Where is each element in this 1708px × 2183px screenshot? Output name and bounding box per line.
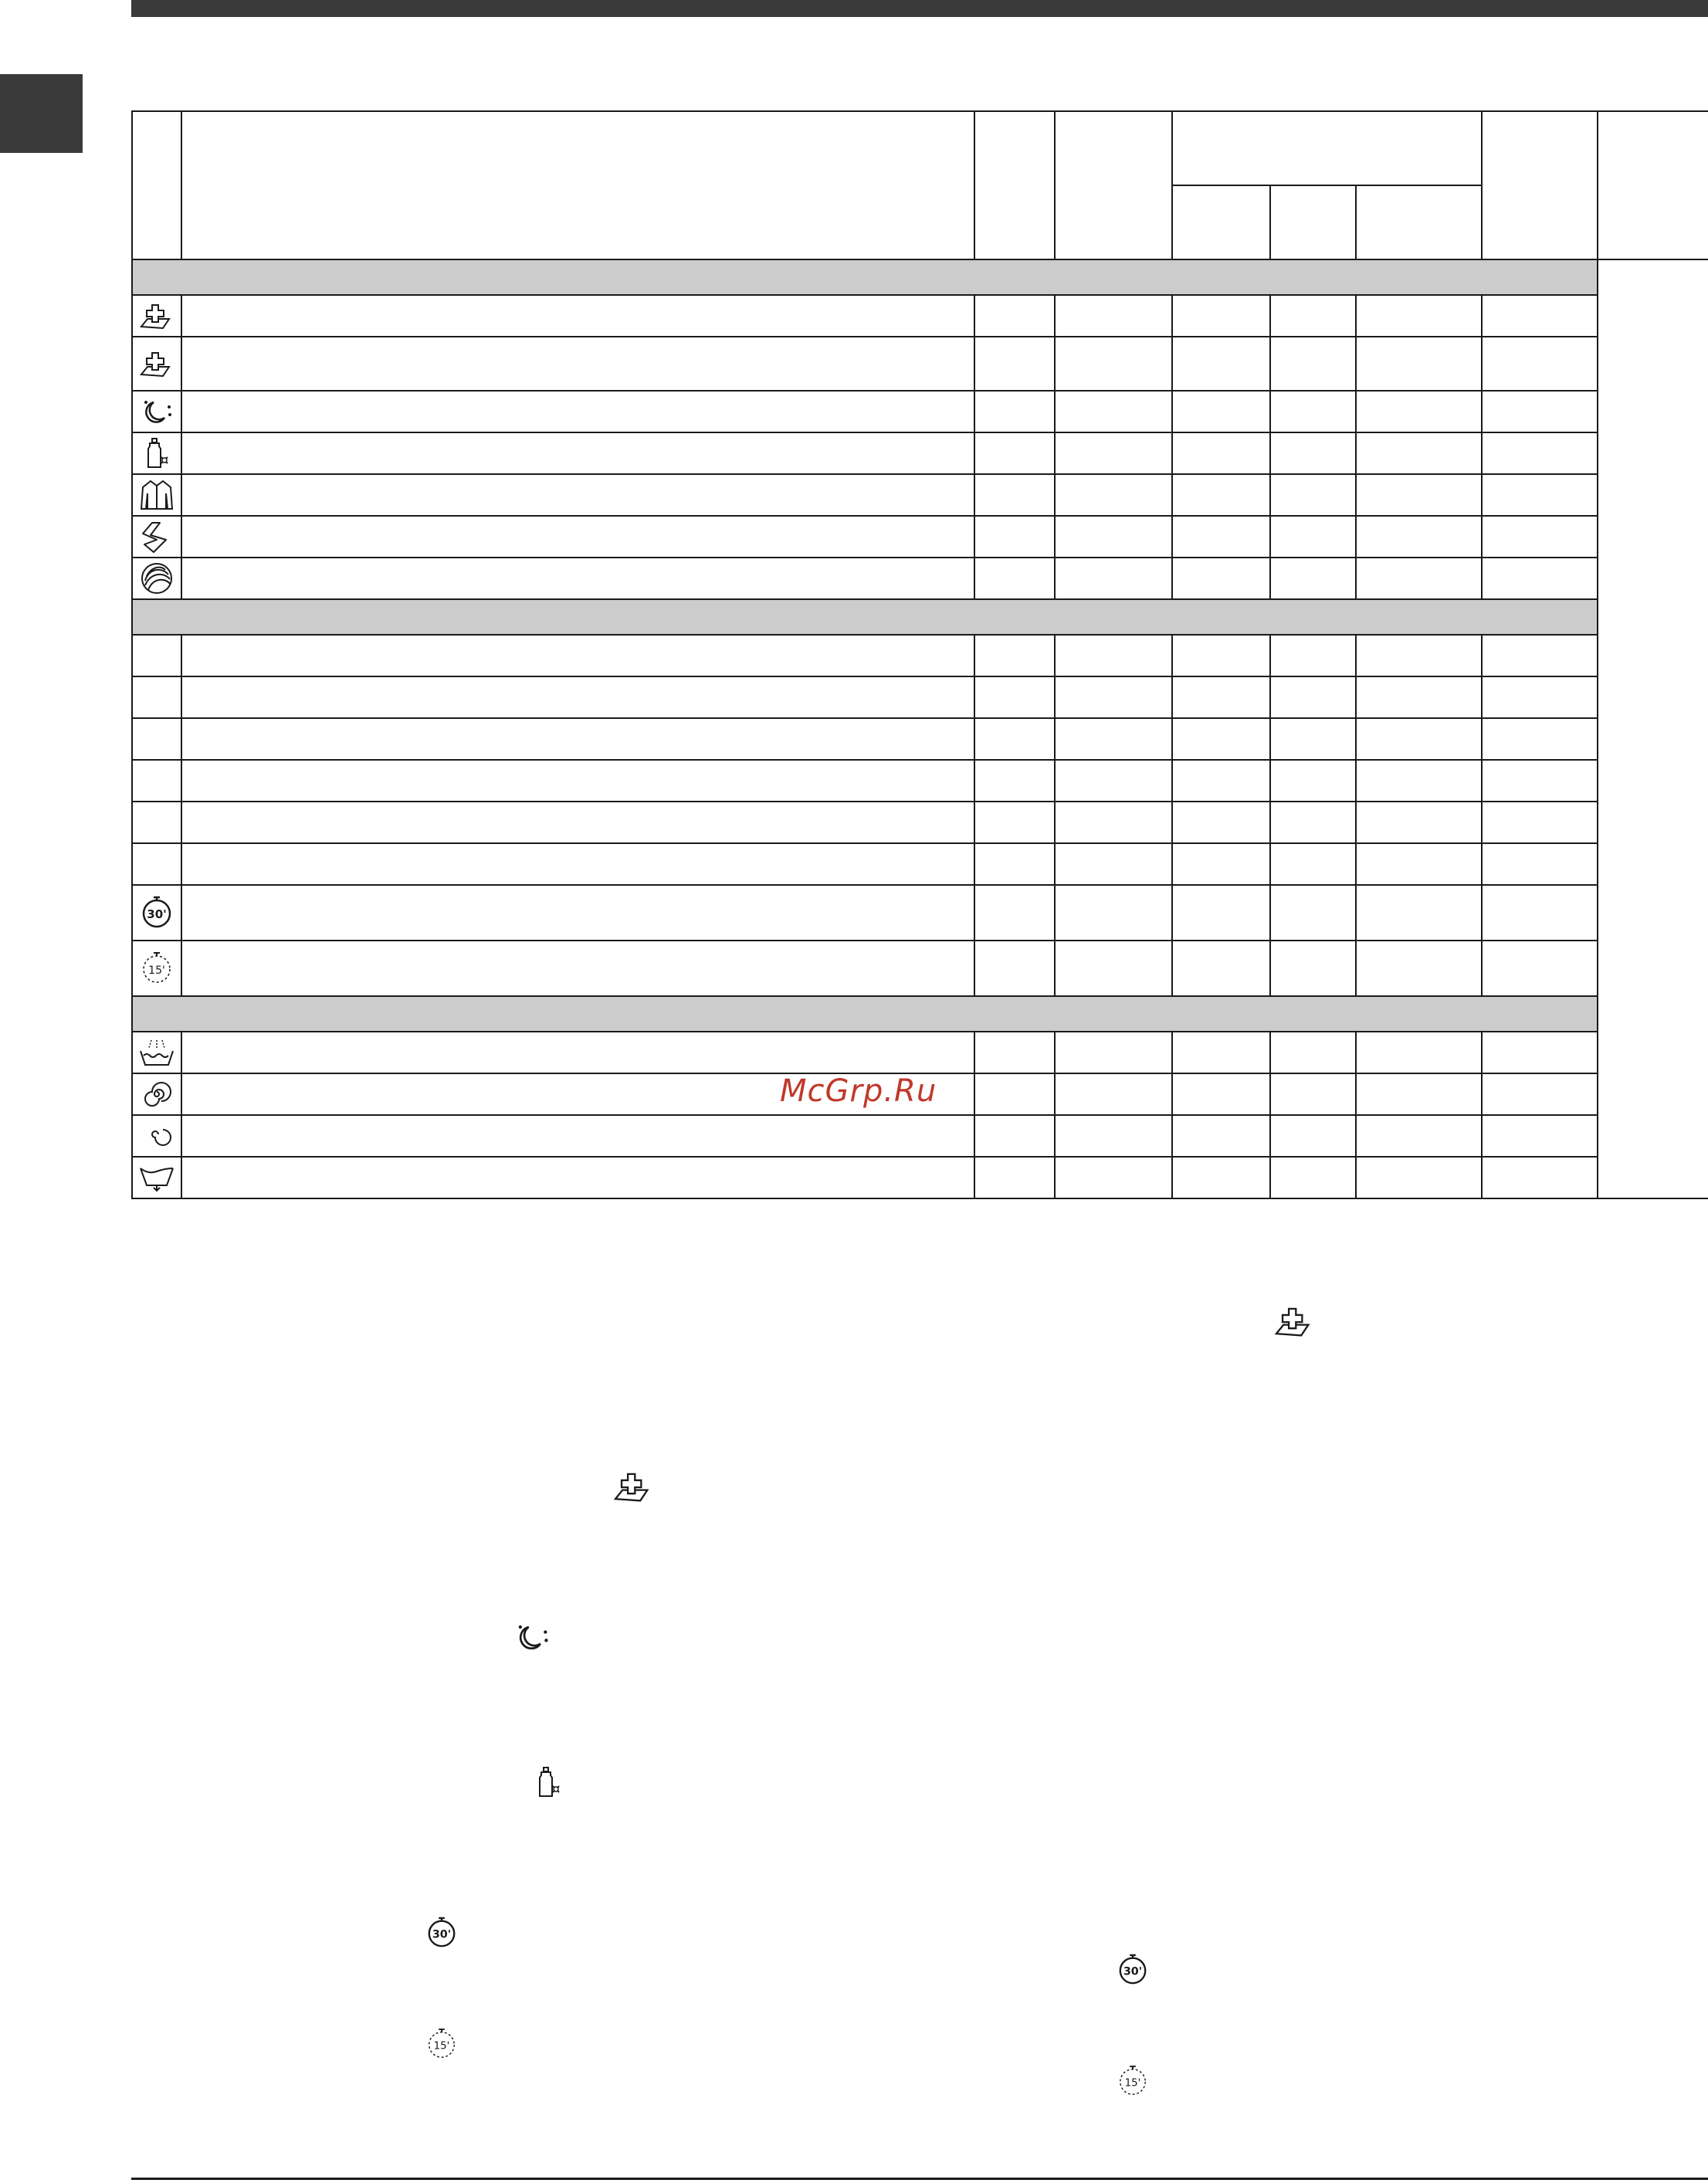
cell bbox=[1270, 718, 1356, 760]
cell bbox=[974, 1032, 1055, 1073]
cell bbox=[1482, 635, 1598, 676]
cell bbox=[1055, 558, 1172, 599]
row-icon-cell bbox=[132, 295, 181, 337]
cell bbox=[1482, 558, 1598, 599]
cell bbox=[1356, 843, 1482, 885]
sanitise-icon bbox=[612, 1469, 655, 1504]
cell bbox=[1270, 676, 1356, 718]
row-icon-cell bbox=[132, 843, 181, 885]
cell bbox=[1172, 718, 1270, 760]
cell bbox=[974, 1157, 1055, 1198]
cell bbox=[1172, 843, 1270, 885]
cell bbox=[1482, 295, 1598, 337]
cell bbox=[1482, 885, 1598, 941]
cell bbox=[1356, 516, 1482, 558]
cell bbox=[1482, 337, 1598, 391]
cell bbox=[1172, 635, 1270, 676]
footer-rule bbox=[131, 2178, 1708, 2180]
cell bbox=[1356, 337, 1482, 391]
timer-15-label: 15' bbox=[148, 964, 165, 977]
cell bbox=[181, 843, 974, 885]
table-row bbox=[132, 802, 1708, 843]
right-column bbox=[1598, 259, 1708, 1198]
section-tab bbox=[0, 74, 83, 153]
table-header-row bbox=[132, 111, 1708, 185]
timer-30-label: 30' bbox=[1123, 1965, 1143, 1978]
cell bbox=[1356, 718, 1482, 760]
cell bbox=[1270, 1115, 1356, 1157]
cell bbox=[1270, 337, 1356, 391]
cell bbox=[974, 295, 1055, 337]
cell bbox=[1055, 676, 1172, 718]
cell bbox=[1356, 802, 1482, 843]
cell bbox=[974, 1073, 1055, 1115]
cell bbox=[1270, 1157, 1356, 1198]
cell bbox=[974, 676, 1055, 718]
baby-bottle-icon bbox=[141, 436, 172, 471]
cell bbox=[1482, 516, 1598, 558]
section-header bbox=[132, 259, 1598, 295]
cell bbox=[1356, 432, 1482, 474]
cell bbox=[1482, 1157, 1598, 1198]
cell bbox=[1055, 760, 1172, 802]
header-subcell bbox=[1270, 185, 1356, 259]
cell bbox=[1172, 1115, 1270, 1157]
cell bbox=[1482, 432, 1598, 474]
cell bbox=[1055, 1073, 1172, 1115]
cell bbox=[1172, 802, 1270, 843]
sanitise-icon bbox=[138, 348, 175, 379]
cell bbox=[1055, 337, 1172, 391]
row-icon-cell bbox=[132, 760, 181, 802]
cell bbox=[1172, 676, 1270, 718]
section-header bbox=[132, 599, 1598, 635]
cell bbox=[974, 941, 1055, 996]
row-icon-cell bbox=[132, 718, 181, 760]
cell bbox=[1482, 718, 1598, 760]
cell bbox=[974, 558, 1055, 599]
cell bbox=[974, 391, 1055, 432]
cell bbox=[181, 516, 974, 558]
cell bbox=[1270, 635, 1356, 676]
cell bbox=[1055, 391, 1172, 432]
timer-30-label: 30' bbox=[432, 1928, 452, 1941]
inline-icon-wrap bbox=[1117, 1952, 1149, 1988]
cell bbox=[1055, 941, 1172, 996]
timer-30-icon bbox=[425, 1915, 458, 1951]
table-row bbox=[132, 885, 1708, 941]
table-row bbox=[132, 760, 1708, 802]
cell bbox=[1356, 1032, 1482, 1073]
watermark: McGrp.Ru bbox=[780, 1073, 937, 1109]
sanitise-icon bbox=[1273, 1303, 1316, 1339]
inline-icon-wrap bbox=[425, 2026, 458, 2062]
cell bbox=[974, 635, 1055, 676]
cell bbox=[1172, 558, 1270, 599]
cell bbox=[1270, 802, 1356, 843]
cell bbox=[974, 718, 1055, 760]
cell bbox=[974, 432, 1055, 474]
row-icon-cell bbox=[132, 635, 181, 676]
drain-icon bbox=[137, 1162, 176, 1193]
cell bbox=[1270, 516, 1356, 558]
table-row bbox=[132, 718, 1708, 760]
cell bbox=[181, 1157, 974, 1198]
timer-30-icon bbox=[1117, 1952, 1149, 1988]
timer-15-icon bbox=[1117, 2063, 1149, 2099]
cell bbox=[1270, 391, 1356, 432]
night-moon-icon bbox=[138, 396, 175, 427]
cell bbox=[1482, 474, 1598, 516]
cell bbox=[1172, 1157, 1270, 1198]
cell bbox=[1055, 635, 1172, 676]
cell bbox=[1270, 843, 1356, 885]
cell bbox=[1055, 516, 1172, 558]
row-icon-cell bbox=[132, 885, 181, 941]
row-icon-cell bbox=[132, 391, 181, 432]
cell bbox=[1356, 635, 1482, 676]
cell bbox=[1270, 1073, 1356, 1115]
cell bbox=[1356, 760, 1482, 802]
table-row bbox=[132, 843, 1708, 885]
cell bbox=[1356, 676, 1482, 718]
header-cell-group bbox=[1172, 111, 1482, 185]
table-row bbox=[132, 676, 1708, 718]
header-cell bbox=[974, 111, 1055, 259]
row-icon-cell bbox=[132, 676, 181, 718]
inline-icon-wrap bbox=[512, 1620, 552, 1654]
header-subcell bbox=[1356, 185, 1482, 259]
table-row bbox=[132, 295, 1708, 337]
cell bbox=[1055, 432, 1172, 474]
row-icon-cell bbox=[132, 558, 181, 599]
spin-icon bbox=[141, 1079, 172, 1110]
cell bbox=[1482, 941, 1598, 996]
cell bbox=[181, 718, 974, 760]
cell bbox=[1055, 1157, 1172, 1198]
cell bbox=[1172, 941, 1270, 996]
cell bbox=[1482, 760, 1598, 802]
row-icon-cell bbox=[132, 432, 181, 474]
cell bbox=[181, 635, 974, 676]
row-icon-cell bbox=[132, 1115, 181, 1157]
cell bbox=[1172, 1073, 1270, 1115]
cell bbox=[974, 516, 1055, 558]
cell bbox=[181, 941, 974, 996]
wool-icon bbox=[139, 561, 175, 596]
cell bbox=[1055, 1032, 1172, 1073]
cell bbox=[181, 1032, 974, 1073]
cell bbox=[974, 885, 1055, 941]
header-bar bbox=[131, 0, 1708, 17]
row-icon-cell bbox=[132, 1073, 181, 1115]
inline-icon-wrap bbox=[612, 1469, 655, 1504]
cell bbox=[1482, 1115, 1598, 1157]
cell bbox=[1482, 843, 1598, 885]
row-icon-cell bbox=[132, 474, 181, 516]
cell bbox=[974, 1115, 1055, 1157]
cell bbox=[181, 391, 974, 432]
cell bbox=[1172, 391, 1270, 432]
cell bbox=[1172, 1032, 1270, 1073]
cell bbox=[1270, 295, 1356, 337]
timer-15-icon bbox=[425, 2026, 458, 2062]
table-row bbox=[132, 432, 1708, 474]
header-cell bbox=[1055, 111, 1172, 259]
cell bbox=[1270, 885, 1356, 941]
cell bbox=[1482, 391, 1598, 432]
cell bbox=[1356, 1157, 1482, 1198]
section-row bbox=[132, 259, 1708, 295]
cell bbox=[1356, 1115, 1482, 1157]
cell bbox=[1356, 391, 1482, 432]
cell bbox=[1482, 802, 1598, 843]
cell bbox=[181, 432, 974, 474]
cell bbox=[181, 1115, 974, 1157]
inline-icon-wrap bbox=[1273, 1303, 1316, 1339]
cell bbox=[1055, 295, 1172, 337]
timer-30-label: 30' bbox=[147, 907, 167, 921]
cell bbox=[1172, 474, 1270, 516]
header-cell bbox=[181, 111, 974, 259]
cell bbox=[974, 474, 1055, 516]
row-icon-cell bbox=[132, 1032, 181, 1073]
cell bbox=[181, 474, 974, 516]
cell bbox=[1356, 885, 1482, 941]
cell bbox=[181, 558, 974, 599]
section-header bbox=[132, 996, 1598, 1032]
cell bbox=[974, 802, 1055, 843]
cell bbox=[181, 802, 974, 843]
cell bbox=[1055, 1115, 1172, 1157]
cell bbox=[1055, 802, 1172, 843]
row-icon-cell bbox=[132, 1157, 181, 1198]
cell bbox=[1270, 432, 1356, 474]
table-row bbox=[132, 516, 1708, 558]
cell bbox=[1482, 676, 1598, 718]
cell bbox=[974, 843, 1055, 885]
table-row bbox=[132, 474, 1708, 516]
cell bbox=[1356, 295, 1482, 337]
cell bbox=[181, 760, 974, 802]
table-row bbox=[132, 558, 1708, 599]
header-subcell bbox=[1172, 185, 1270, 259]
row-icon-cell bbox=[132, 941, 181, 996]
row-icon-cell bbox=[132, 802, 181, 843]
table-row bbox=[132, 941, 1708, 996]
table-row bbox=[132, 635, 1708, 676]
cell bbox=[1356, 941, 1482, 996]
row-icon-cell bbox=[132, 337, 181, 391]
timer-15-label: 15' bbox=[1124, 2077, 1141, 2090]
cell bbox=[1172, 885, 1270, 941]
cell bbox=[1356, 1073, 1482, 1115]
cell bbox=[1055, 843, 1172, 885]
cell bbox=[1055, 718, 1172, 760]
rinse-icon bbox=[137, 1037, 176, 1068]
cell bbox=[974, 760, 1055, 802]
table-row bbox=[132, 337, 1708, 391]
cell bbox=[1055, 885, 1172, 941]
cell bbox=[1270, 558, 1356, 599]
row-icon-cell bbox=[132, 516, 181, 558]
inline-icon-wrap bbox=[425, 1915, 458, 1951]
cell bbox=[181, 885, 974, 941]
timer-15-label: 15' bbox=[433, 2040, 450, 2052]
cell bbox=[1270, 1032, 1356, 1073]
cell bbox=[974, 337, 1055, 391]
cell bbox=[181, 337, 974, 391]
cell bbox=[1482, 1032, 1598, 1073]
cell bbox=[181, 676, 974, 718]
night-moon-icon bbox=[512, 1620, 552, 1654]
timer-30-icon bbox=[140, 894, 174, 931]
gentle-spin-icon bbox=[141, 1120, 172, 1151]
inline-icon-wrap bbox=[533, 1764, 564, 1801]
timer-15-icon bbox=[140, 950, 174, 987]
programme-table bbox=[131, 110, 1708, 1199]
table-row bbox=[132, 1115, 1708, 1157]
table-row bbox=[132, 1157, 1708, 1198]
table-row bbox=[132, 1032, 1708, 1073]
inline-icon-wrap bbox=[1117, 2063, 1149, 2099]
cell bbox=[1172, 295, 1270, 337]
header-cell bbox=[132, 111, 181, 259]
cell bbox=[1270, 760, 1356, 802]
cell bbox=[1172, 432, 1270, 474]
cell bbox=[1270, 474, 1356, 516]
header-cell bbox=[1598, 111, 1708, 259]
cell bbox=[1356, 558, 1482, 599]
cell bbox=[1172, 337, 1270, 391]
delicates-icon bbox=[138, 520, 175, 554]
cell bbox=[1172, 760, 1270, 802]
cell bbox=[1055, 474, 1172, 516]
section-row bbox=[132, 996, 1708, 1032]
cell bbox=[1356, 474, 1482, 516]
table-row bbox=[132, 391, 1708, 432]
sanitise-icon bbox=[138, 300, 175, 331]
header-cell bbox=[1482, 111, 1598, 259]
baby-bottle-icon bbox=[533, 1764, 564, 1801]
cell bbox=[181, 295, 974, 337]
cell bbox=[1482, 1073, 1598, 1115]
section-row bbox=[132, 599, 1708, 635]
cell bbox=[1172, 516, 1270, 558]
shirt-icon bbox=[138, 478, 175, 512]
cell bbox=[1270, 941, 1356, 996]
